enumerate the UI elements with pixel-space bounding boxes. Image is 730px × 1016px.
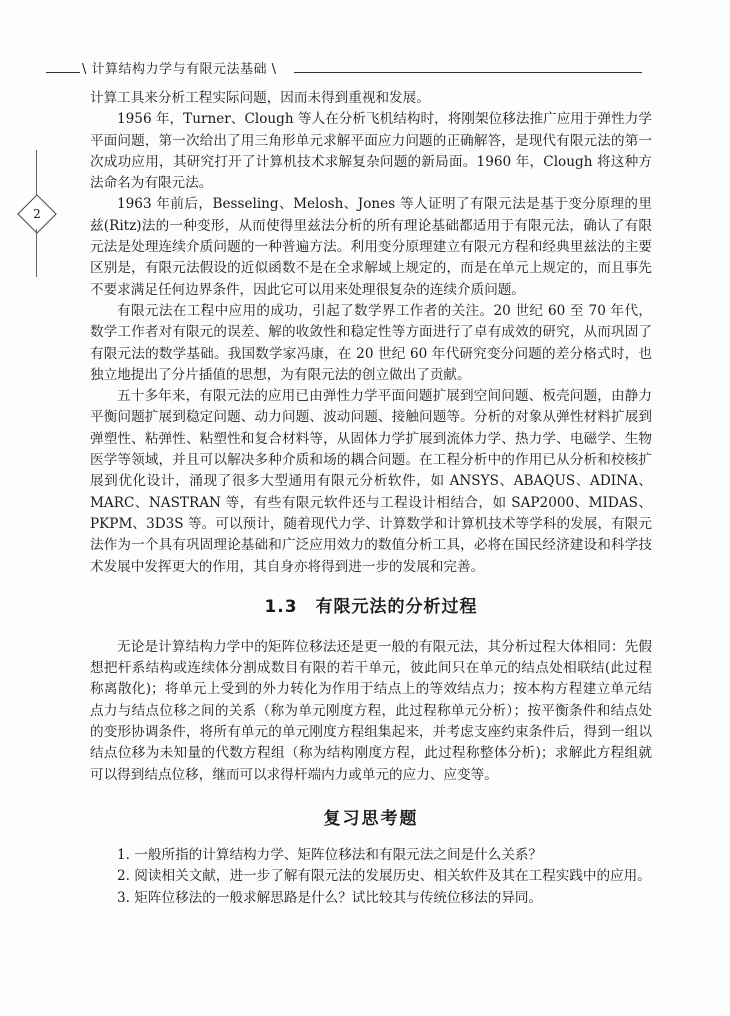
header-rule	[294, 72, 642, 73]
paragraph: 计算工具来分析工程实际问题，因而未得到重视和发展。	[90, 90, 430, 106]
section-heading	[90, 592, 652, 617]
section-title: 有限元法的分析过程	[315, 596, 478, 617]
review-question: 3. 矩阵位移法的一般求解思路是什么？试比较其与传统位移法的异同。	[117, 889, 543, 906]
header-rule-left	[46, 72, 80, 73]
running-title-text: 计算结构力学与有限元法基础	[91, 62, 268, 77]
review-heading: 复习思考题	[323, 808, 419, 829]
section-paragraph: 无论是计算结构力学中的矩阵位移法还是更一般的有限元法，其分析过程大体相同：先假想把杆系结构或连续体分割成数目有限的若干单元，彼此间只在单元的结点处相联结(此过程称离散化)；将单元上受到的外力转化为作用于结点上的等效结点力；按本构方程建立单元结点力与结点位移之间的关系（称为单元刚度方程，此过程称单元分析）；按平衡条件和结点处的变形协调条件，将所有单元的单元刚度方程组集起来，并考虑支座约束条件后，得到一组以结点位移为未知量的代数方程组（称为结构刚度方程，此过程称整体分析)；求解此方程组就可以得到结点位移，继而可以求得杆端内力或单元的应力、应变等。	[90, 638, 652, 783]
review-question: 2. 阅读相关文献，进一步了解有限元法的发展历史、相关软件及其在工程实践中的应用。	[117, 868, 651, 885]
running-title: \ 计算结构力学与有限元法基础 \	[82, 62, 277, 77]
review-question: 1. 一般所指的计算结构力学、矩阵位移法和有限元法之间是什么关系？	[117, 846, 543, 863]
paragraph: 1956 年，Turner、Clough 等人在分析飞机结构时，将刚架位移法推广应用于弹性力学平面问题，第一次给出了用三角形单元求解平面应力问题的正确解答，是现代有限元法的第一次成功应用，其研究打开了计算机技术求解复杂问题的新局面。1960 年，Clough 将这种方法命名为有限元法。	[90, 111, 652, 192]
paragraph: 1963 年前后，Besseling、Melosh、Jones 等人证明了有限元法是基于变分原理的里兹(Ritz)法的一种变形，从而使得里兹法分析的所有理论基础都适用于有限元法，确认了有限元法是处理连续介质问题的一种普遍方法。利用变分原理建立有限元方程和经典里兹法的主要区别是，有限元法假设的近似函数不是在全求解域上规定的，而是在单元上规定的，而且事先不要求满足任何边界条件，因此它可以用来处理很复杂的连续介质问题。	[90, 196, 652, 298]
page-body	[90, 88, 652, 909]
page-number: 2	[33, 207, 41, 221]
paragraph: 有限元法在工程中应用的成功，引起了数学界工作者的关注。20 世纪 60 至 70 年代，数学工作者对有限元的误差、解的收敛性和稳定性等方面进行了卓有成效的研究，从而巩固了有限元法的数学基础。我国数学家冯康，在 20 世纪 60 年代研究变分问题的差分格式时，也独立地提出了分片插值的思想，为有限元法的创立做出了贡献。	[90, 302, 652, 383]
page-number-badge	[17, 194, 57, 234]
margin-line-top	[36, 150, 37, 198]
section-number: 1.3	[264, 596, 298, 617]
page-header	[82, 56, 642, 76]
paragraph: 五十多年来，有限元法的应用已由弹性力学平面问题扩展到空间问题、板壳问题，由静力平衡问题扩展到稳定问题、动力问题、波动问题、接触问题等。分析的对象从弹性材料扩展到弹塑性、粘弹性、粘塑性和复合材料等，从固体力学扩展到流体力学、热力学、电磁学、生物医学等领域，并且可以解决多种介质和场的耦合问题。在工程分析中的作用已从分析和校核扩展到优化设计，涌现了很多大型通用有限元分析软件，如 ANSYS、ABAQUS、ADINA、MARC、NASTRAN 等，有些有限元软件还与工程设计相结合，如 SAP2000、MIDAS、PKPM、3D3S 等。可以预计，随着现代力学、计算数学和计算机技术等学科的发展，有限元法作为一个具有巩固理论基础和广泛应用效力的数值分析工具，必将在国民经济建设和科学技术发展中发挥更大的作用，其自身亦将得到进一步的发展和完善。	[90, 388, 652, 575]
margin-line-bottom	[36, 229, 37, 277]
